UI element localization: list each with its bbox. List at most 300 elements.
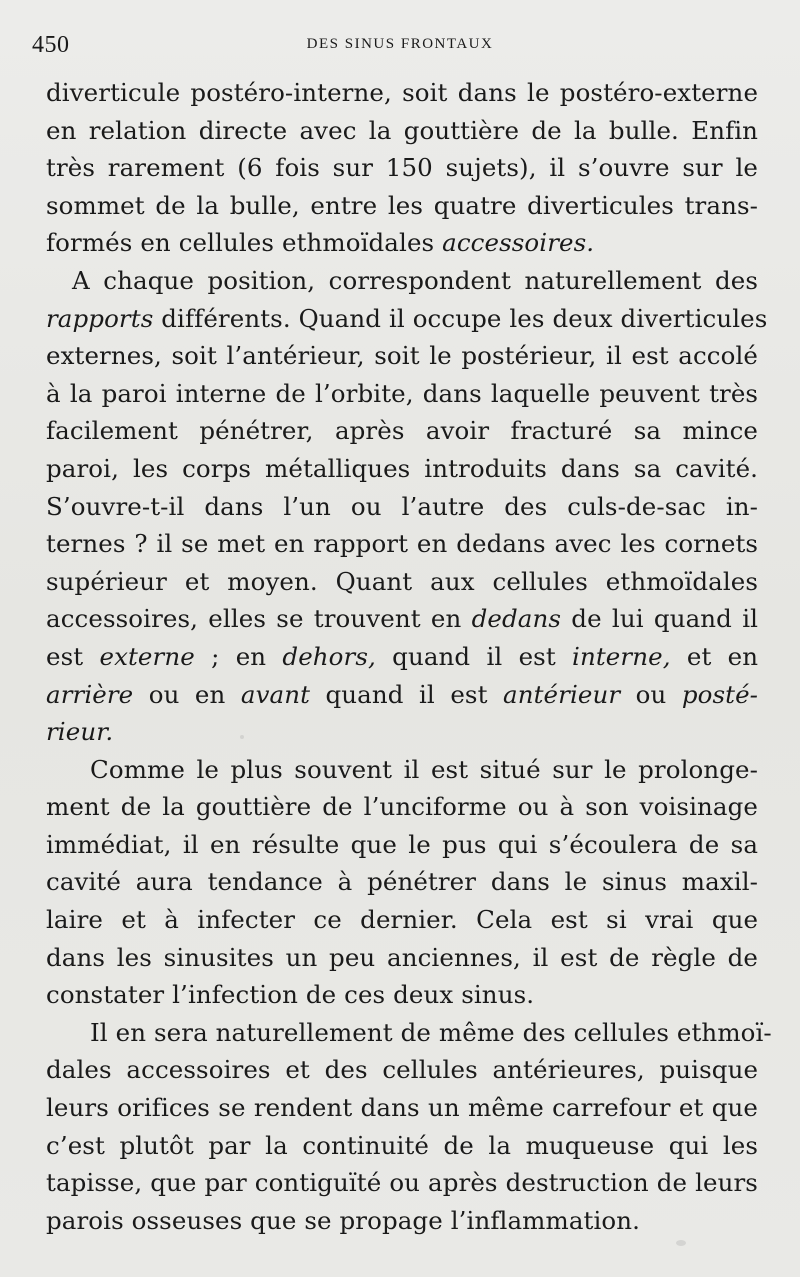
word: métalliques [265, 453, 411, 483]
word: tapisse, [46, 1168, 143, 1198]
word: Enfin [691, 115, 759, 145]
word: Il [90, 1017, 108, 1047]
word: sinusites [163, 942, 274, 972]
text-line [46, 713, 758, 751]
word: il [182, 829, 199, 859]
word: culs-de-sac [567, 491, 706, 521]
word: même [467, 1093, 544, 1123]
word: plutôt [119, 1130, 194, 1160]
text-line [46, 826, 758, 864]
word: in- [725, 491, 759, 521]
word: très [709, 378, 759, 408]
word: qui [497, 829, 538, 859]
word: dernier. [360, 905, 458, 935]
text-line [46, 149, 758, 187]
word: un [285, 942, 318, 972]
word: si [606, 905, 627, 935]
word: quand [325, 679, 404, 709]
word: c’est [46, 1130, 105, 1160]
word: très [46, 153, 96, 183]
word: externes, [46, 341, 162, 371]
word: interne, [572, 641, 671, 671]
text-line [46, 488, 758, 526]
word: dedans [456, 529, 546, 559]
word: ces [344, 980, 386, 1010]
word: trouvent [313, 604, 421, 634]
word: leurs [695, 1168, 758, 1198]
word: et [678, 1093, 704, 1123]
word: est [560, 942, 598, 972]
text-line [46, 262, 758, 300]
word: quand [653, 604, 732, 634]
word: ethmoïdales [605, 566, 759, 596]
text-line [46, 638, 758, 676]
word: sommet [46, 190, 145, 220]
word: sur [552, 754, 593, 784]
word: en [416, 529, 448, 559]
word: ou [148, 679, 180, 709]
word: mince [682, 416, 759, 446]
word: accessoires. [442, 228, 595, 258]
word: en [46, 115, 77, 145]
word: deux [393, 980, 454, 1010]
word: posté- [681, 679, 759, 709]
word: à [164, 905, 179, 935]
word: voisinage [639, 792, 758, 822]
word: postérieur, [461, 341, 597, 371]
word: rapports [46, 303, 154, 333]
word: accessoires, [46, 604, 199, 634]
word: directe [198, 115, 288, 145]
word: sa [633, 416, 662, 446]
word: rendent [253, 1093, 353, 1123]
word: et [121, 905, 146, 935]
word: (6 [237, 153, 263, 183]
word: cavité. [675, 453, 759, 483]
word: la [574, 115, 597, 145]
word: différents. [161, 303, 291, 333]
word: infecter [197, 905, 296, 935]
word: le [735, 153, 758, 183]
word: il [486, 641, 503, 671]
page-number: 450 [32, 32, 70, 58]
word: avec [554, 529, 612, 559]
word: ? [134, 529, 148, 559]
word: rapport [313, 529, 409, 559]
word: avant [240, 679, 311, 709]
paragraph-1 [46, 74, 758, 262]
word: un [427, 1093, 460, 1123]
word: contiguïté [254, 1168, 382, 1198]
word: le [564, 867, 588, 897]
word: la [368, 115, 392, 145]
word: il [156, 529, 173, 559]
word: carrefour [552, 1093, 671, 1123]
word: en [430, 604, 462, 634]
word: dans [46, 942, 106, 972]
word: que [711, 1093, 758, 1123]
word: en [115, 1017, 147, 1047]
paragraph-3 [46, 751, 758, 1014]
word: pénétrer [367, 867, 477, 897]
word: ; [211, 641, 220, 671]
word: qui [668, 1130, 709, 1160]
word: laquelle [490, 378, 591, 408]
word: que [711, 905, 759, 935]
word: diverticules [620, 303, 768, 333]
word: est [518, 641, 556, 671]
word: ou [350, 491, 382, 521]
word: soit [171, 341, 217, 371]
word: anciennes, [387, 942, 521, 972]
word: dans [204, 491, 264, 521]
word: les [620, 529, 656, 559]
word: cellules [573, 1017, 669, 1047]
text-line [46, 450, 758, 488]
word: ment [46, 792, 110, 822]
running-head: DES SINUS FRONTAUX [306, 36, 494, 52]
word: dans [560, 453, 620, 483]
word: accolé [678, 341, 759, 371]
word: interne [175, 378, 267, 408]
word: dans [490, 867, 550, 897]
word: externe [99, 641, 195, 671]
text-line [46, 563, 758, 601]
word: laire [46, 905, 103, 935]
word: le [604, 754, 627, 784]
word: puisque [659, 1055, 759, 1085]
text-line [46, 337, 758, 375]
text-line [46, 1089, 758, 1127]
text-line [46, 901, 758, 939]
word: cellules [492, 566, 588, 596]
word: de [656, 1168, 688, 1198]
word: de [443, 1130, 474, 1160]
word: paroi [101, 378, 167, 408]
word: moyen. [227, 566, 318, 596]
word: diverticule [46, 78, 181, 107]
text-line [46, 1164, 758, 1202]
word: postéro-externe [559, 78, 759, 107]
word: la [196, 190, 220, 220]
word: les [116, 942, 152, 972]
word: le [527, 78, 550, 107]
page-header [32, 32, 768, 58]
word: accessoires [126, 1055, 271, 1085]
word: cellules [382, 1055, 478, 1085]
word: quatre [433, 190, 517, 220]
word: dedans [471, 604, 562, 634]
word: muqueuse [525, 1130, 655, 1160]
word: ou [635, 679, 667, 709]
word: le [429, 341, 452, 371]
text-line [46, 1202, 758, 1240]
word: relation [88, 115, 187, 145]
word: il [549, 153, 566, 183]
word: ethmoï- [676, 1017, 772, 1047]
word: entre [310, 190, 378, 220]
word: des [504, 491, 548, 521]
word: cellules [178, 228, 275, 258]
word: de [275, 378, 306, 408]
word: 150 [385, 153, 433, 183]
body-text [46, 74, 772, 1239]
word: en [727, 641, 759, 671]
word: après [334, 416, 405, 446]
word: pénétrer, [199, 416, 314, 446]
word: aura [135, 867, 193, 897]
word: deux [552, 303, 613, 333]
word: la [488, 1130, 512, 1160]
word: dans [457, 78, 517, 107]
paper-speck [676, 1240, 686, 1246]
word: de [322, 792, 353, 822]
word: correspondent [328, 265, 511, 295]
word: fracturé [510, 416, 613, 446]
word: à [559, 792, 575, 822]
word: S’ouvre-t-il [46, 491, 185, 521]
word: de [305, 980, 337, 1010]
text-line [46, 1014, 772, 1052]
word: trans- [684, 190, 759, 220]
word: et [686, 641, 712, 671]
word: fois [275, 153, 320, 183]
word: soit [402, 78, 448, 107]
text-line [46, 1051, 758, 1089]
word: Quand [298, 303, 382, 333]
word: bulle, [229, 190, 300, 220]
word: elles [208, 604, 267, 634]
word: arrière [46, 679, 134, 709]
word: à [46, 378, 61, 408]
word: dehors, [282, 641, 376, 671]
word: des [522, 1017, 566, 1047]
word: dans [360, 1093, 420, 1123]
word: quand [392, 641, 471, 671]
word: avoir [425, 416, 490, 446]
word: se [304, 1205, 332, 1235]
word: de [155, 190, 186, 220]
word: l’inflammation. [450, 1205, 641, 1235]
word: il [403, 754, 420, 784]
text-line [46, 375, 758, 413]
word: et [285, 1055, 310, 1085]
word: de [571, 604, 602, 634]
word: s’écoulera [548, 829, 678, 859]
text-line [46, 74, 758, 112]
word: occupe [412, 303, 502, 333]
word: antérieur [503, 679, 621, 709]
text-line [46, 863, 758, 901]
word: rarement [107, 153, 225, 183]
word: lui [611, 604, 644, 634]
word: ou [517, 792, 549, 822]
word: de [531, 115, 562, 145]
word: il [388, 303, 405, 333]
word: l’antérieur, [226, 341, 365, 371]
text-line [46, 1127, 758, 1165]
word: pus [442, 829, 487, 859]
word: de [609, 942, 640, 972]
word: Quant [335, 566, 413, 596]
word: de [120, 792, 152, 822]
word: cornets [664, 529, 759, 559]
word: formés [46, 228, 133, 258]
word: gouttière [195, 792, 312, 822]
word: l’orbite, [314, 378, 414, 408]
text-line [46, 112, 758, 150]
word: est [430, 754, 469, 784]
word: il [419, 679, 435, 709]
text-line [46, 676, 758, 714]
word: il [532, 942, 549, 972]
word: propage [339, 1205, 443, 1235]
word: le [408, 829, 431, 859]
word: les [132, 453, 169, 483]
word: dales [46, 1055, 112, 1085]
word: de [727, 942, 759, 972]
word: continuité [302, 1130, 429, 1160]
word: met [217, 529, 266, 559]
word: est [631, 341, 669, 371]
text-line [46, 412, 758, 450]
text-line [46, 525, 758, 563]
word: naturellement [215, 1017, 393, 1047]
word: résulte [251, 829, 340, 859]
word: corps [182, 453, 252, 483]
word: Cela [476, 905, 533, 935]
word: l’unciforme [363, 792, 507, 822]
word: l’autre [401, 491, 485, 521]
word: se [181, 529, 209, 559]
word: maxil- [681, 867, 759, 897]
word: situé [479, 754, 541, 784]
word: souvent [294, 754, 393, 784]
word: avec [299, 115, 357, 145]
word: sa [730, 829, 759, 859]
word: bulle. [608, 115, 679, 145]
word: que [350, 829, 397, 859]
word: règle [651, 942, 716, 972]
word: par [204, 1168, 247, 1198]
word: ethmoïdales [281, 228, 435, 258]
text-line [46, 788, 758, 826]
word: osseuses [131, 1205, 243, 1235]
word: les [509, 303, 545, 333]
word: sa [633, 453, 662, 483]
word: position, [207, 265, 316, 295]
word: les [387, 190, 424, 220]
word: que [250, 1205, 297, 1235]
word: antérieures, [492, 1055, 645, 1085]
word: est [550, 905, 588, 935]
word: destruction [505, 1168, 649, 1198]
word: est [450, 679, 488, 709]
word: A [72, 265, 90, 295]
word: plus [230, 754, 283, 784]
word: il [742, 604, 759, 634]
word: les [722, 1130, 759, 1160]
word: postéro-interne, [190, 78, 392, 107]
text-line [46, 224, 758, 262]
word: aux [430, 566, 475, 596]
word: vrai [645, 905, 694, 935]
word: des [324, 1055, 368, 1085]
word: immédiat, [46, 829, 172, 859]
word: dans [422, 378, 482, 408]
word: en [274, 529, 305, 559]
word: sinus [601, 867, 668, 897]
word: son [585, 792, 629, 822]
word: des [714, 265, 759, 295]
word: Comme [90, 754, 185, 784]
word: prolonge- [638, 754, 759, 784]
word: sujets), [445, 153, 537, 183]
word: sur [682, 153, 723, 183]
word: en [210, 829, 241, 859]
word: en [235, 641, 267, 671]
word: rieur. [46, 717, 114, 747]
word: la [162, 792, 185, 822]
text-line [46, 976, 758, 1014]
word: peu [329, 942, 376, 972]
word: leurs [46, 1093, 109, 1123]
word: sur [332, 153, 374, 183]
text-line [46, 187, 758, 225]
word: en [194, 679, 226, 709]
word: est [46, 641, 84, 671]
word: le [196, 754, 220, 784]
text-line [46, 600, 758, 638]
text-line [46, 751, 758, 789]
word: de [400, 1017, 431, 1047]
word: constater [46, 980, 165, 1010]
word: chaque [103, 265, 194, 295]
word: sera [153, 1017, 208, 1047]
word: naturellement [524, 265, 702, 295]
word: peuvent [599, 378, 700, 408]
word: la [265, 1130, 288, 1160]
word: s’ouvre [577, 153, 670, 183]
word: se [218, 1093, 246, 1123]
word: de [688, 829, 720, 859]
word: que [150, 1168, 197, 1198]
word: l’infection [172, 980, 298, 1010]
word: facilement [46, 416, 178, 446]
word: orifices [117, 1093, 210, 1123]
word: et [184, 566, 210, 596]
word: gouttière [403, 115, 520, 145]
word: sinus. [461, 980, 535, 1010]
word: introduits [424, 453, 547, 483]
word: l’un [283, 491, 331, 521]
word: après [428, 1168, 498, 1198]
word: à [337, 867, 353, 897]
paragraph-2 [46, 262, 768, 751]
word: tendance [207, 867, 323, 897]
word: ou [389, 1168, 421, 1198]
word: soit [374, 341, 420, 371]
word: par [208, 1130, 251, 1160]
word: parois [46, 1205, 124, 1235]
paragraph-4 [46, 1014, 772, 1240]
word: cavité [46, 867, 121, 897]
text-line [46, 939, 758, 977]
paper-speck [240, 735, 244, 739]
word: ce [313, 905, 342, 935]
word: ternes [46, 529, 126, 559]
word: paroi, [46, 453, 119, 483]
